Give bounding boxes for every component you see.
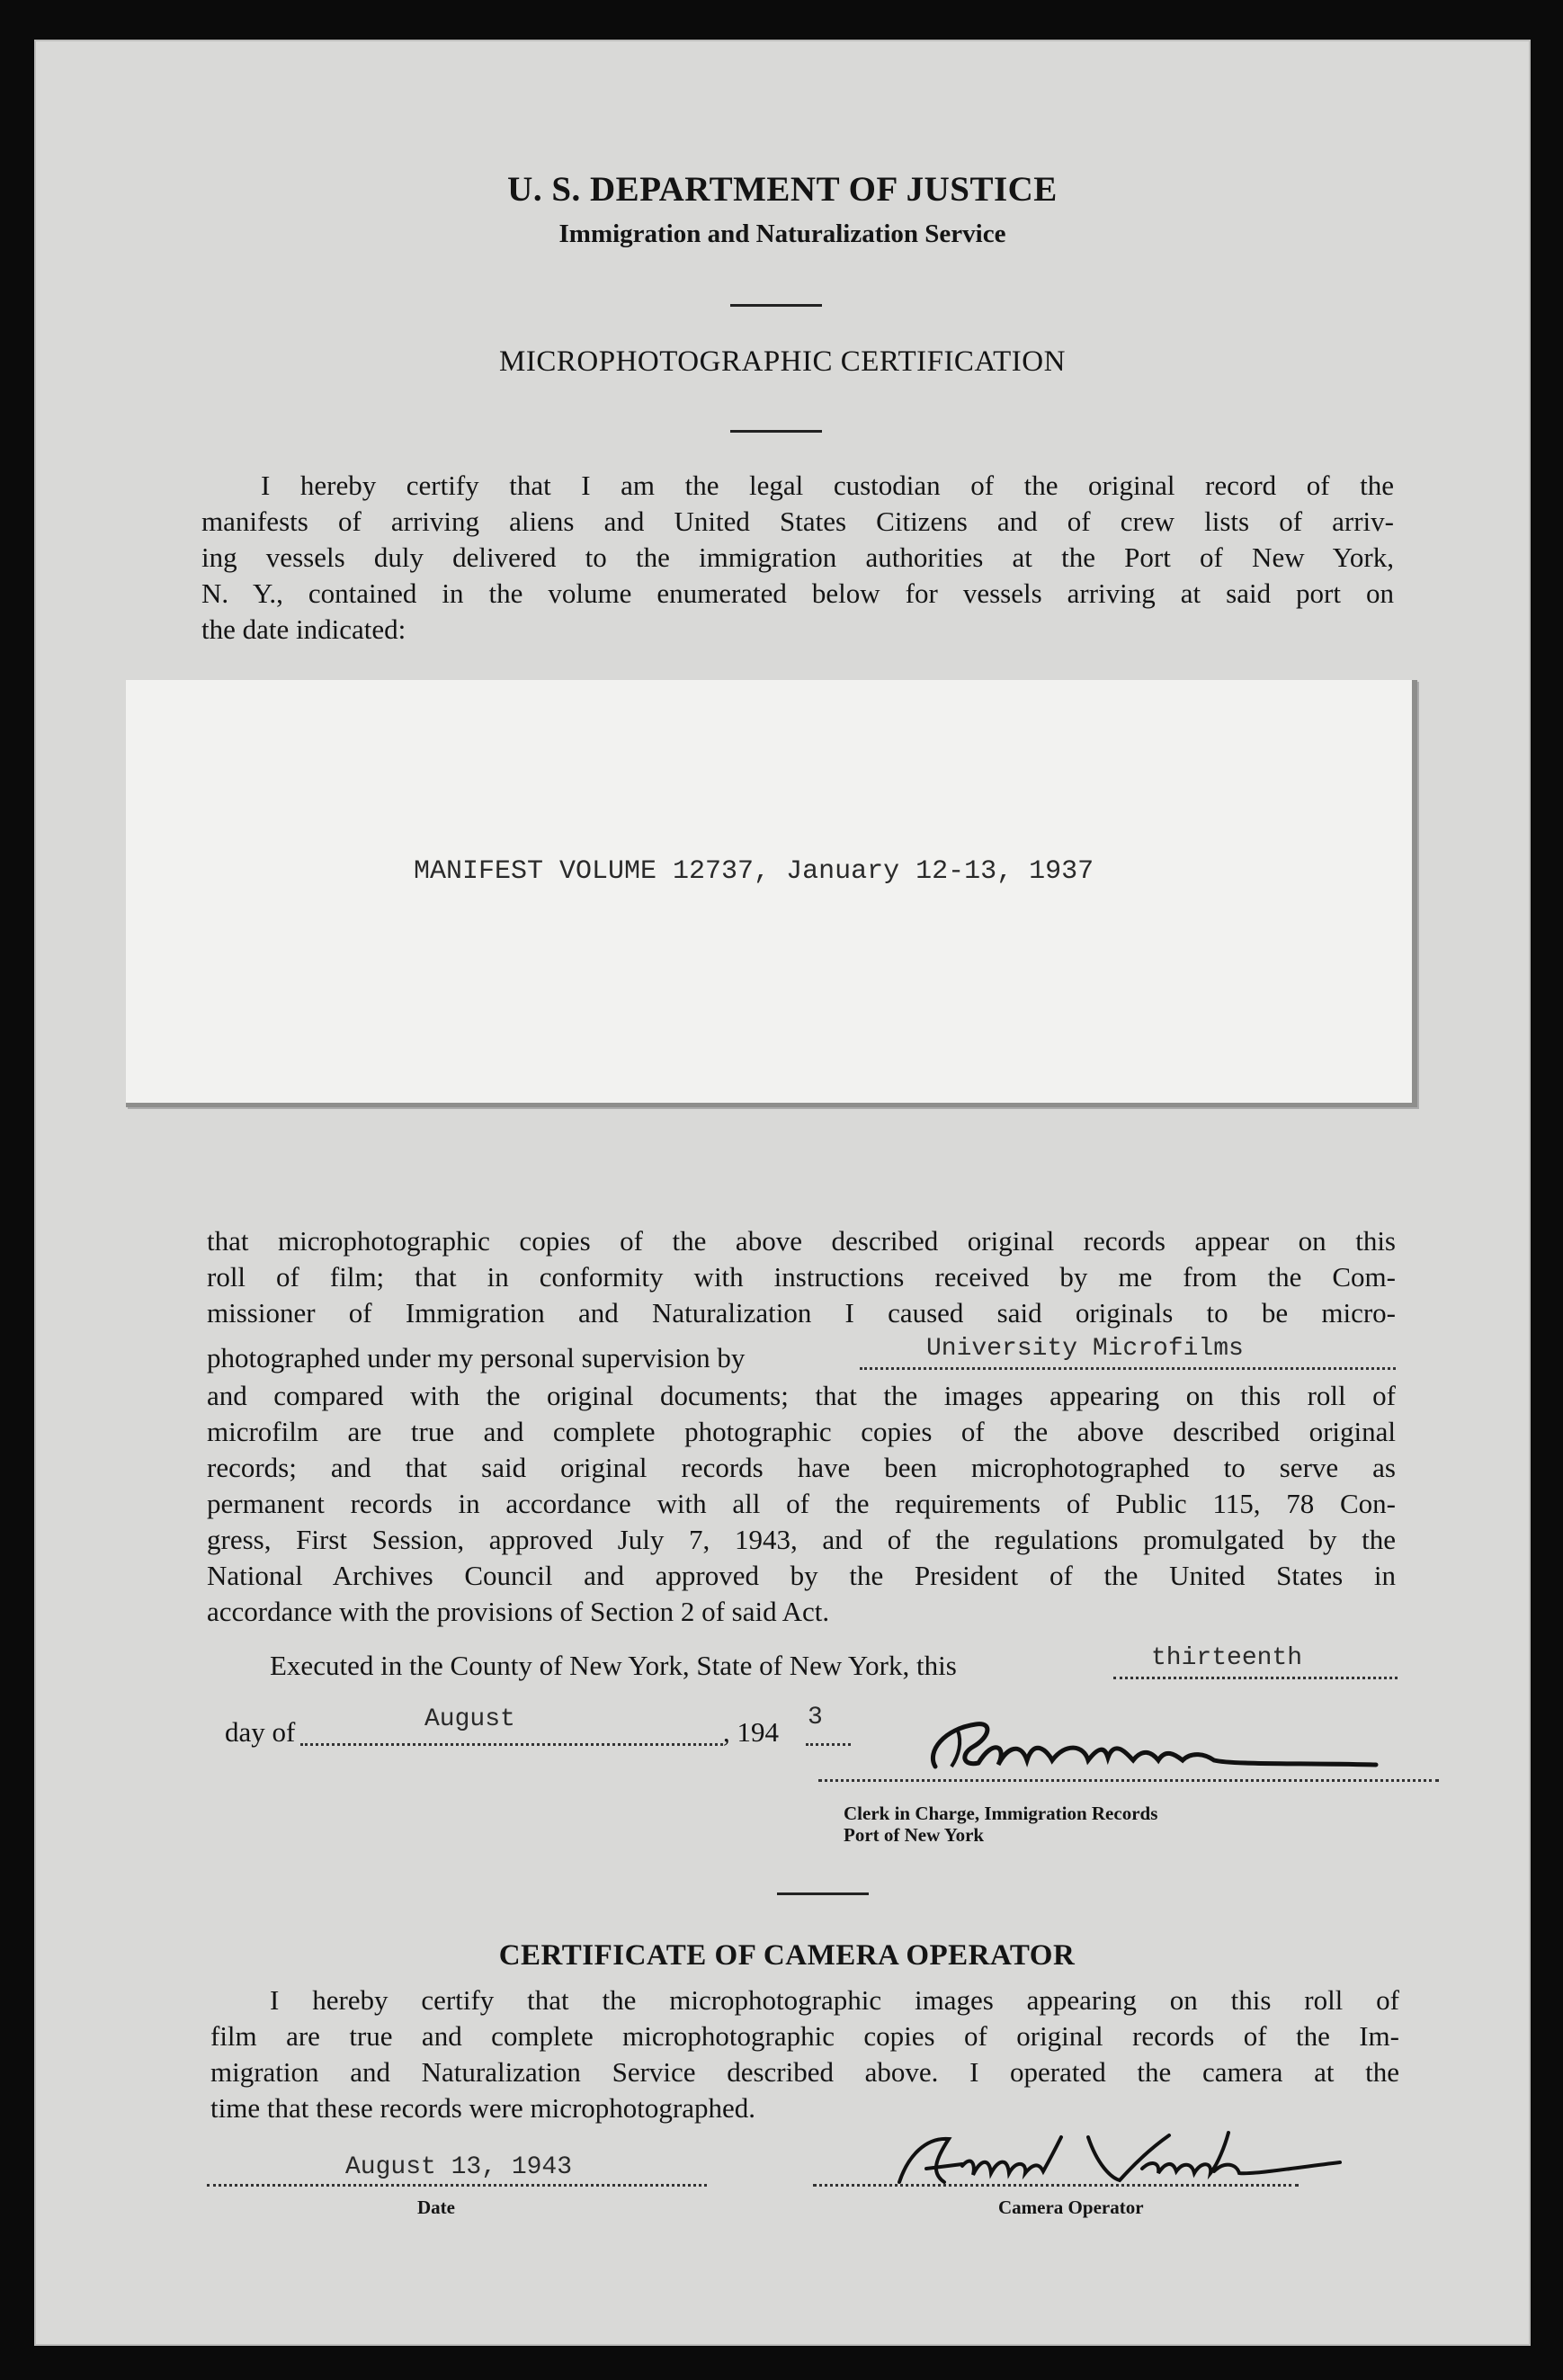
certificate-page bbox=[34, 40, 1531, 2346]
paragraph-line: I hereby certify that I am the legal custodian of the original record of the bbox=[261, 470, 1394, 501]
paragraph-line: film are true and complete microphotographic copies of original records of the Im- bbox=[210, 2020, 1399, 2052]
camera-date-value: August 13, 1943 bbox=[345, 2153, 573, 2181]
date-dotted-line bbox=[207, 2184, 707, 2187]
divider bbox=[777, 1892, 869, 1895]
camera-operator-heading: CERTIFICATE OF CAMERA OPERATOR bbox=[498, 1939, 1076, 1972]
executed-day-value: thirteenth bbox=[1151, 1644, 1303, 1672]
year-prefix: , 194 bbox=[723, 1716, 779, 1748]
supervision-value: University Microfilms bbox=[926, 1335, 1244, 1363]
paragraph-line: permanent records in accordance with all of the requirements of Public 115, 78 Con- bbox=[207, 1488, 1396, 1519]
camera-operator-label: Camera Operator bbox=[998, 2197, 1144, 2218]
operator-signature-line bbox=[813, 2184, 1299, 2187]
year-dotted-line bbox=[806, 1743, 851, 1746]
paragraph-line: roll of film; that in conformity with instructions received by me from the Com- bbox=[207, 1261, 1396, 1293]
camera-operator-signature bbox=[872, 2119, 1448, 2200]
paragraph-line: gress, First Session, approved July 7, 1943, and of the regulations promulgated by the bbox=[207, 1524, 1396, 1555]
paragraph-line: time that these records were microphotographed. bbox=[210, 2092, 755, 2124]
agency-heading: U. S. DEPARTMENT OF JUSTICE bbox=[507, 170, 1058, 209]
body-paragraph bbox=[207, 1223, 1396, 1331]
paragraph-line: microfilm are true and complete photographic copies of the above described original bbox=[207, 1416, 1396, 1447]
supervision-label: photographed under my personal supervision by bbox=[207, 1342, 746, 1373]
day-dotted-line bbox=[1113, 1677, 1398, 1679]
service-subheading: Immigration and Naturalization Service bbox=[558, 219, 1006, 248]
executed-month-value: August bbox=[424, 1705, 515, 1733]
paragraph-line: ing vessels duly delivered to the immigration authorities at the Port of New York, bbox=[201, 541, 1394, 573]
clerk-title-line2: Port of New York bbox=[844, 1824, 985, 1846]
intro-paragraph bbox=[201, 468, 1394, 648]
document-title: MICROPHOTOGRAPHIC CERTIFICATION bbox=[499, 345, 1066, 378]
divider bbox=[730, 430, 822, 433]
manifest-volume-text: MANIFEST VOLUME 12737, January 12-13, 1937 bbox=[414, 856, 1094, 887]
divider bbox=[730, 304, 822, 307]
paragraph-line: the date indicated: bbox=[201, 613, 406, 645]
manifest-record-card bbox=[126, 680, 1417, 1107]
clerk-signature bbox=[872, 1711, 1430, 1783]
executed-label: Executed in the County of New York, State of New York, this bbox=[270, 1650, 957, 1681]
paragraph-line: National Archives Council and approved by the President of the United States in bbox=[207, 1560, 1396, 1591]
day-of-label: day of bbox=[225, 1716, 296, 1748]
paragraph-line: manifests of arriving aliens and United States Citizens and of crew lists of arriv- bbox=[201, 506, 1394, 537]
clerk-title-line1: Clerk in Charge, Immigration Records bbox=[844, 1803, 1158, 1824]
paragraph-line: migration and Naturalization Service described above. I operated the camera at the bbox=[210, 2056, 1399, 2088]
month-dotted-line bbox=[300, 1743, 723, 1746]
year-digit-value: 3 bbox=[808, 1704, 823, 1731]
camera-operator-paragraph bbox=[210, 1982, 1399, 2126]
paragraph-line: N. Y., contained in the volume enumerated below for vessels arriving at said port on bbox=[201, 577, 1394, 609]
paragraph-line: I hereby certify that the microphotographic images appearing on this roll of bbox=[270, 1984, 1399, 2016]
paragraph-line: and compared with the original documents; that the images appearing on this roll of bbox=[207, 1380, 1396, 1411]
body-paragraph-continued bbox=[207, 1378, 1396, 1630]
paragraph-line: records; and that said original records have been microphotographed to serve as bbox=[207, 1452, 1396, 1483]
paragraph-line: missioner of Immigration and Naturalization I caused said originals to be micro- bbox=[207, 1297, 1396, 1329]
clerk-signature-line bbox=[818, 1779, 1439, 1782]
date-label: Date bbox=[417, 2197, 455, 2218]
paragraph-line: accordance with the provisions of Section 2 of said Act. bbox=[207, 1596, 830, 1627]
paragraph-line: that microphotographic copies of the above described original records appear on this bbox=[207, 1225, 1396, 1257]
supervision-dotted-line bbox=[860, 1367, 1396, 1370]
